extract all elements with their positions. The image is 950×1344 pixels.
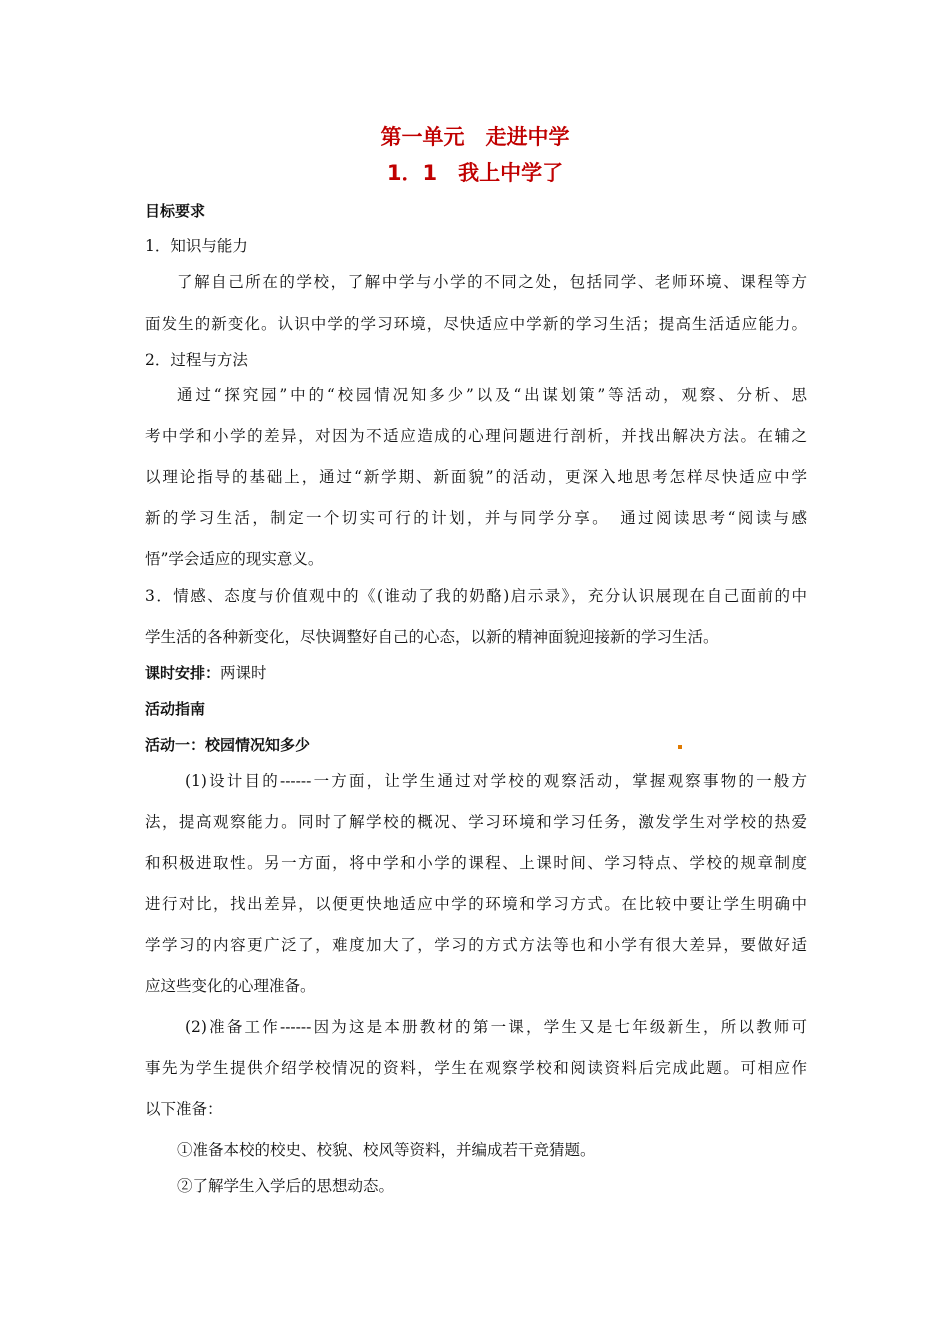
paragraph-line: 通过“探究园”中的“校园情况知多少”以及“出谋划策”等活动，观察、分析、思: [177, 386, 807, 404]
lesson-title: 1．1 我上中学了: [386, 161, 564, 185]
unit-title: 第一单元 走进中学: [380, 125, 570, 149]
subheading-knowledge: 1．知识与能力: [145, 237, 248, 255]
paragraph-line: 3．情感、态度与价值观中的《(谁动了我的奶酪)启示录》，充分认识展现在自己面前的中: [145, 587, 807, 605]
heading-activity-one: 活动一：校园情况知多少: [145, 736, 311, 754]
paragraph-line: 学生活的各种新变化，尽快调整好自己的心态，以新的精神面貌迎接新的学习生活。: [145, 628, 719, 646]
paragraph-line: 法，提高观察能力。同时了解学校的概况、学习环境和学习任务，激发学生对学校的热爱: [145, 813, 807, 831]
paragraph-line: (1)设计目的------一方面，让学生通过对学校的观察活动，掌握观察事物的一般方: [185, 772, 807, 790]
paragraph-line: 应这些变化的心理准备。: [145, 977, 316, 995]
orange-dot-mark: [678, 745, 682, 749]
subheading-process: 2．过程与方法: [145, 351, 248, 369]
schedule-line: [145, 663, 807, 683]
paragraph-line: 以下准备：: [145, 1100, 223, 1118]
paragraph-line: 考中学和小学的差异，对因为不适应造成的心理问题进行剖析，并找出解决方法。在辅之: [145, 427, 807, 445]
schedule-label: 课时安排：: [145, 664, 221, 682]
heading-objectives: 目标要求: [145, 202, 206, 220]
paragraph-line: 面发生的新变化。认识中学的学习环境，尽快适应中学新的学习生活；提高生活适应能力。: [145, 315, 807, 333]
paragraph-line: 进行对比，找出差异，以便更快地适应中学的环境和学习方式。在比较中要让学生明确中: [145, 895, 807, 913]
paragraph-line: 了解自己所在的学校，了解中学与小学的不同之处，包括同学、老师环境、课程等方: [177, 273, 807, 291]
paragraph-line: 事先为学生提供介绍学校情况的资料，学生在观察学校和阅读资料后完成此题。可相应作: [145, 1059, 807, 1077]
paragraph-line: 学学习的内容更广泛了，难度加大了，学习的方式方法等也和小学有很大差异，要做好适: [145, 936, 807, 954]
list-item: ①准备本校的校史、校貌、校风等资料，并编成若干竞猜题。: [177, 1141, 596, 1159]
schedule-value: 两课时: [220, 664, 267, 682]
list-item: ②了解学生入学后的思想动态。: [177, 1177, 395, 1195]
heading-activity-guide: 活动指南: [145, 700, 206, 718]
paragraph-line: (2)准备工作------因为这是本册教材的第一课，学生又是七年级新生，所以教师可: [185, 1018, 807, 1036]
paragraph-line: 悟”学会适应的现实意义。: [145, 550, 324, 568]
paragraph-line: 新的学习生活，制定一个切实可行的计划，并与同学分享。 通过阅读思考“阅读与感: [145, 509, 807, 527]
paragraph-line: 以理论指导的基础上，通过“新学期、新面貌”的活动，更深入地思考怎样尽快适应中学: [145, 468, 807, 486]
paragraph-line: 和积极进取性。另一方面，将中学和小学的课程、上课时间、学习特点、学校的规章制度: [145, 854, 807, 872]
